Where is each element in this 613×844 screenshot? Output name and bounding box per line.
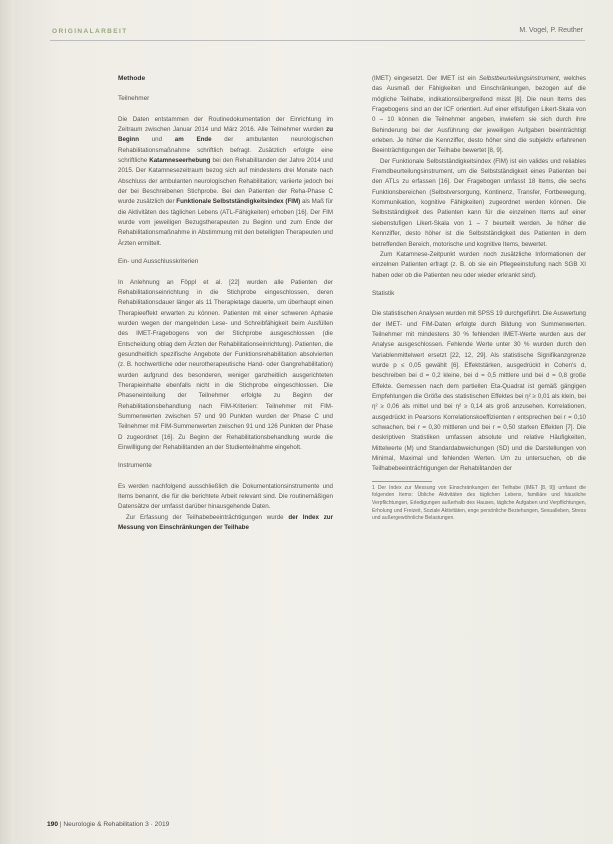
text-run: (IMET) eingesetzt. Der IMET ist ein xyxy=(372,75,479,82)
left-column xyxy=(118,74,333,533)
journal-name: | Neurologie & Rehabilitation 3 · 2019 xyxy=(58,821,170,828)
instruments-paragraph: Es werden nachfolgend ausschließlich die Dokumentationsinstrumente und Items benannt, die für die berichtete Arbeit relevant sind. Die routinemäßigen Datensätze der umfasst darüber hinausgehende Daten. xyxy=(118,482,333,511)
text-run: , welches das Ausmaß der Fähigkeiten und Einschränkungen, bezogen auf die mögliche Teilhabe, indikationsübergreifend misst [8]. Die neun Items des Fragebogens sind an der ICF orientiert. Auf einer elfstufigen Likert-Skala von 0 – 10 können die Teilnehmer angeben, inwiefern sie sich durch ihre Behinderung bei der Ausführung der jeweiligen Aufgaben beeinträchtigt erleben. Je höher die Kennziffer, desto höher sind die subjektiv erfahrenen Beeinträchtigungen der Teilhabe bewertet [8, 9]. xyxy=(372,75,586,155)
statistics-paragraph: Die statistischen Analysen wurden mit SPSS 19 durchgeführt. Die Auswertung der IMET- und FIM-Daten erfolgte durch Bildung von Summenwerten. Teilnehmer mit mindestens 30 % fehlenden IMET-Werte wurden aus der Analyse ausgeschlossen. Fehlende Werte unter 30 % wurden durch den Variablenmittelwert ersetzt [22, 12, 29]. Als statistische Signifikanzgrenze wurde p ≤ 0,05 gewählt [6]. Effektstärken, ausgedrückt in Cohen's d, beschreiben bei d = 0,2 kleine, bei d = 0,5 mittlere und bei d = 0,8 große Effekte. Gemessen nach dem partiellen Eta-Quadrat ist gemäß gängigen Empfehlungen die Größe des statistischen Effektes bei η² ≥ 0,01 als klein, bei η² ≥ 0,06 als mittel und bei η² ≥ 0,14 als groß anzusehen. Korrelationen, ausgedrückt in Pearsons Korrelationskoeffizienten r entsprechen bei r = 0,10 schwachen, bei r = 0,30 mittleren und bei r = 0,50 starken Effekten [7]. Die deskriptiven Statistiken umfassen absolute und relative Häufigkeiten, Mittelwerte (M) und Standardabweichungen (SD) und die Darstellungen von Minimal, Maximal und fehlenden Werten. Um zu untersuchen, ob die Teilhabebeeinträchtigungen der Rehabilitanden der xyxy=(372,310,586,473)
footnote: 1 Der Index zur Messung von Einschränkungen der Teilhabe (IMET [8, 9]) umfasst die folgenden Items: Übliche Aktivitäten des täglichen Lebens, familiäre und häusliche Verpflichtungen, Erledigungen außerhalb des Hauses, tägliche Aufgaben und Verpflichtungen, Erholung und Freizeit, Soziale Aktivitäten, enge persönliche Beziehungen, Sexualleben, Stress und außergewöhnliche Belastungen. xyxy=(372,484,586,522)
scan-gutter-shadow xyxy=(0,0,14,844)
author-line: M. Vogel, P. Reuther xyxy=(519,27,583,34)
section-label: ORIGINALARBEIT xyxy=(52,28,128,35)
instruments-heading: Instrumente xyxy=(118,462,152,470)
participants-paragraph xyxy=(118,115,333,249)
emphasis-katamnese: Katamneseerhebung xyxy=(149,157,211,165)
text-run: der ambulanten neurologischen Rehabilitationsmaßnahme schriftlich befragt. Zusätzlich erfolgte eine schriftliche xyxy=(118,136,334,165)
right-column xyxy=(372,74,586,523)
katamnese-paragraph: Zum Katamnese-Zeitpunkt wurden noch zusätzliche Informationen der einzelnen Patienten erfragt (z. B. ob sie ein Pflegeeinstufung nach SGB XI haben oder ob die Patienten neu oder wieder erkrankt sind). xyxy=(372,250,586,279)
page-footer xyxy=(47,821,169,828)
page-number: 190 xyxy=(47,821,59,828)
instruments-paragraph-2 xyxy=(118,513,333,534)
footnote-rule xyxy=(372,481,432,482)
emphasis-end: am Ende xyxy=(174,136,212,144)
criteria-paragraph: In Anlehnung an Föppl et al. [22] wurden alle Patienten der Rehabilitationseinrichtung in die Stichprobe eingeschlossen, deren Rehabilitationsdauer länger als 11 Therapietage dauerte, um überhaupt einen Therapieeffekt erwarten zu können. Patienten mit einer schweren Aphasie wurden wegen der mangelnden Lese- und Schreibfähigkeit beim Ausfüllen des IMET-Fragebogens von der Stichprobe ausgeschlossen (die Entscheidung oblag dem Ärzten der Rehabilitationseinrichtung). Patienten, die gesundheitlich spezifische Angebote der Funktionsrehabilitation absolvierten (z. B. hochwertliche oder neurotherapeutische Hand- oder Gangrehabilitation) wurden aufgrund des besonderen, weniger ganzheitlich ausgerichteten Therapieinhalte ebenfalls nicht in die Stichprobe eingeschlossen. Die Phaseneinteilung der Teilnehmer erfolgte zu Beginn der Rehabilitationsbehandlung nach FIM-Kriterien: Teilnehmer mit FIM-Summenwerten zwischen 57 und 90 Punkten wurden der Phase C und Teilnehmer mit FIM-Summenwerten zwischen 91 und 126 Punkten der Phase D zugeordnet [16]. Zu Beginn der Rehabilitationsbehandlung wurde die Einwilligung der Rehabilitanden an der Studienteilnahme eingeholt. xyxy=(118,278,333,451)
statistics-heading: Statistik xyxy=(372,289,395,297)
criteria-heading: Ein- und Ausschlusskriterien xyxy=(118,258,199,266)
emphasis-imet: der Index zur Messung von Einschränkungen der Teilhabe xyxy=(118,513,333,532)
header-rule xyxy=(50,40,585,41)
participants-heading: Teilnehmer xyxy=(118,95,150,103)
text-run: Die Daten entstammen der Routinedokumentation der Einrichtung im Zeitraum zwischen Januar 2014 und März 2016. Alle Teilnehmer wurden xyxy=(118,115,333,134)
text-run: und xyxy=(138,136,175,144)
emphasis-start: zu Beginn xyxy=(118,126,333,144)
emphasis-fim: Funktionale Selbstständigkeitsindex (FIM) xyxy=(176,198,301,206)
text-run: Zur Erfassung der Teilhabebeeinträchtigungen wurde xyxy=(126,513,289,521)
fim-paragraph: Der Funktionale Selbstständigkeitsindex (FIM) ist ein valides und reliables Fremdbeurteilungsinstrument, um die Selbstständigkeit eines Patienten bei den ATLs zu erfassen [16]. Der Fragebogen umfasst 18 Items, die sechs Funktionsbereichen (Selbstversorgung, Kontinenz, Transfer, Fortbewegung, Kommunikation, kognitive Fähigkeiten) zugeordnet werden können. Die Selbstständigkeit des Patienten kann für die einzelnen Items auf einer siebenstufigen Likert-Skala von 1 – 7 beurteilt werden. Je höher die Kennziffer, desto höher ist die Selbstständigkeit des Patienten in dem betreffenden Bereich, motorische und kognitive Items, bewertet. xyxy=(372,157,586,248)
text-run: bei den Rehabilitanden der Jahre 2014 und 2015. Der Katamnesezeitraum bezog sich auf mindestens drei Monate nach Abschluss der ambulanten neurologischen Rehabilitation; variierte jedoch bei der bei Beschreibenen Stichprobe. Bei den Patienten der Reha-Phase C wurde zusätzlich der xyxy=(118,157,333,206)
imet-paragraph xyxy=(372,74,586,157)
methods-heading: Methode xyxy=(118,75,146,82)
text-run: als Maß für die Aktivitäten des täglichen Lebens (ATL-Fähigkeiten) erhoben [16]. Der FIM wurde vom jeweiligen Bezugstherapeuten zu Beginn und zum Ende der Rehabilitationsmaßnahme in Abstimmung mit den beteiligten Therapeuten und Ärzten ermittelt. xyxy=(118,198,333,247)
emphasis-italic: Selbstbeurteilungsinstrument xyxy=(478,75,559,82)
